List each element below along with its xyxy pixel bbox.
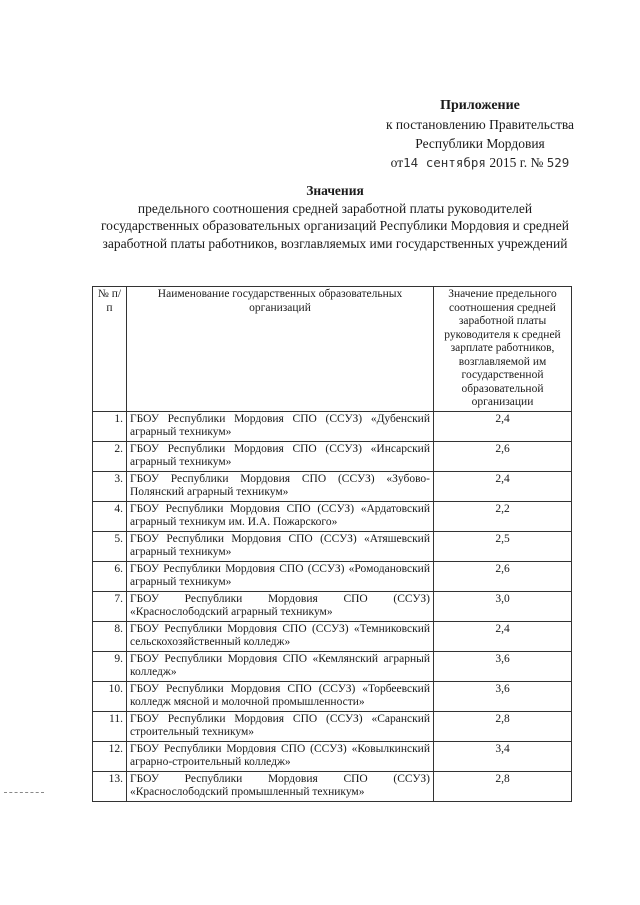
row-organization-name: ГБОУ Республики Мордовия СПО (ССУЗ) «Атяшевский аграрный техникум» [127,531,434,561]
row-value: 2,8 [434,711,572,741]
row-organization-name: ГБОУ Республики Мордовия СПО (ССУЗ) «Ковылкинский аграрно-строительный колледж» [127,741,434,771]
row-value: 3,4 [434,741,572,771]
row-number: 2. [93,441,127,471]
row-organization-name: ГБОУ Республики Мордовия СПО (ССУЗ) «Инсарский аграрный техникум» [127,441,434,471]
row-value: 2,4 [434,621,572,651]
row-value: 2,8 [434,771,572,801]
row-number: 9. [93,651,127,681]
appendix-line-1: к постановлению Правительства [385,117,575,132]
heading-subtitle: предельного соотношения средней заработной платы руководителей государственных образовательных организаций Республики Мордовия и средней заработной платы работников, возглавляемых ими государственных учреждений [100,200,570,251]
row-value: 3,6 [434,651,572,681]
table-header-row [93,287,572,412]
row-number: 4. [93,501,127,531]
margin-mark [4,792,44,793]
row-value: 3,0 [434,591,572,621]
table-row [93,681,572,711]
document-heading [100,182,570,252]
row-number: 8. [93,621,127,651]
row-value: 2,4 [434,471,572,501]
row-number: 11. [93,711,127,741]
table-row [93,531,572,561]
row-organization-name: ГБОУ Республики Мордовия СПО (ССУЗ) «Темниковский сельскохозяйственный колледж» [127,621,434,651]
row-number: 5. [93,531,127,561]
row-organization-name: ГБОУ Республики Мордовия СПО (ССУЗ) «Торбеевский колледж мясной и молочной промышленности» [127,681,434,711]
row-value: 2,6 [434,441,572,471]
row-organization-name: ГБОУ Республики Мордовия СПО (ССУЗ) «Краснослободский аграрный техникум» [127,591,434,621]
row-organization-name: ГБОУ Республики Мордовия СПО «Кемлянский аграрный колледж» [127,651,434,681]
table-row [93,621,572,651]
row-organization-name: ГБОУ Республики Мордовия СПО (ССУЗ) «Ардатовский аграрный техникум им. И.А. Пожарского» [127,501,434,531]
appendix-title: Приложение [440,98,520,113]
table-row [93,561,572,591]
ratio-table [92,286,572,802]
row-value: 3,6 [434,681,572,711]
appendix-date-line [350,153,610,172]
header-value: Значение предельного соотношения средней заработной платы руководителя к средней зарплате работников, возглавляемой им государственной образовательной организации [434,287,572,412]
row-number: 13. [93,771,127,801]
row-organization-name: ГБОУ Республики Мордовия СПО (ССУЗ) «Краснослободский промышленный техникум» [127,771,434,801]
table-row [93,441,572,471]
table-row [93,591,572,621]
row-value: 2,4 [434,411,572,441]
table-row [93,501,572,531]
row-value: 2,5 [434,531,572,561]
row-number: 12. [93,741,127,771]
table-row [93,711,572,741]
table-row [93,741,572,771]
row-value: 2,2 [434,501,572,531]
appendix-line-2: Республики Мордовия [415,136,545,151]
row-organization-name: ГБОУ Республики Мордовия СПО (ССУЗ) «Зубово-Полянский аграрный техникум» [127,471,434,501]
date-handwritten: 14 сентября [403,155,486,170]
row-number: 10. [93,681,127,711]
row-number: 6. [93,561,127,591]
row-organization-name: ГБОУ Республики Мордовия СПО (ССУЗ) «Ромодановский аграрный техникум» [127,561,434,591]
row-number: 1. [93,411,127,441]
number-handwritten: 529 [546,155,570,170]
row-organization-name: ГБОУ Республики Мордовия СПО (ССУЗ) «Саранский строительный техникум» [127,711,434,741]
table-row [93,651,572,681]
heading-title: Значения [306,183,364,198]
table-row [93,411,572,441]
row-number: 3. [93,471,127,501]
header-num: № п/п [93,287,127,412]
row-number: 7. [93,591,127,621]
appendix-block [350,96,610,172]
row-organization-name: ГБОУ Республики Мордовия СПО (ССУЗ) «Дубенский аграрный техникум» [127,411,434,441]
date-prefix: от [390,155,404,170]
table-row [93,771,572,801]
date-suffix: 2015 г. № [489,155,544,170]
table-row [93,471,572,501]
header-name: Наименование государственных образовательных организаций [127,287,434,412]
row-value: 2,6 [434,561,572,591]
